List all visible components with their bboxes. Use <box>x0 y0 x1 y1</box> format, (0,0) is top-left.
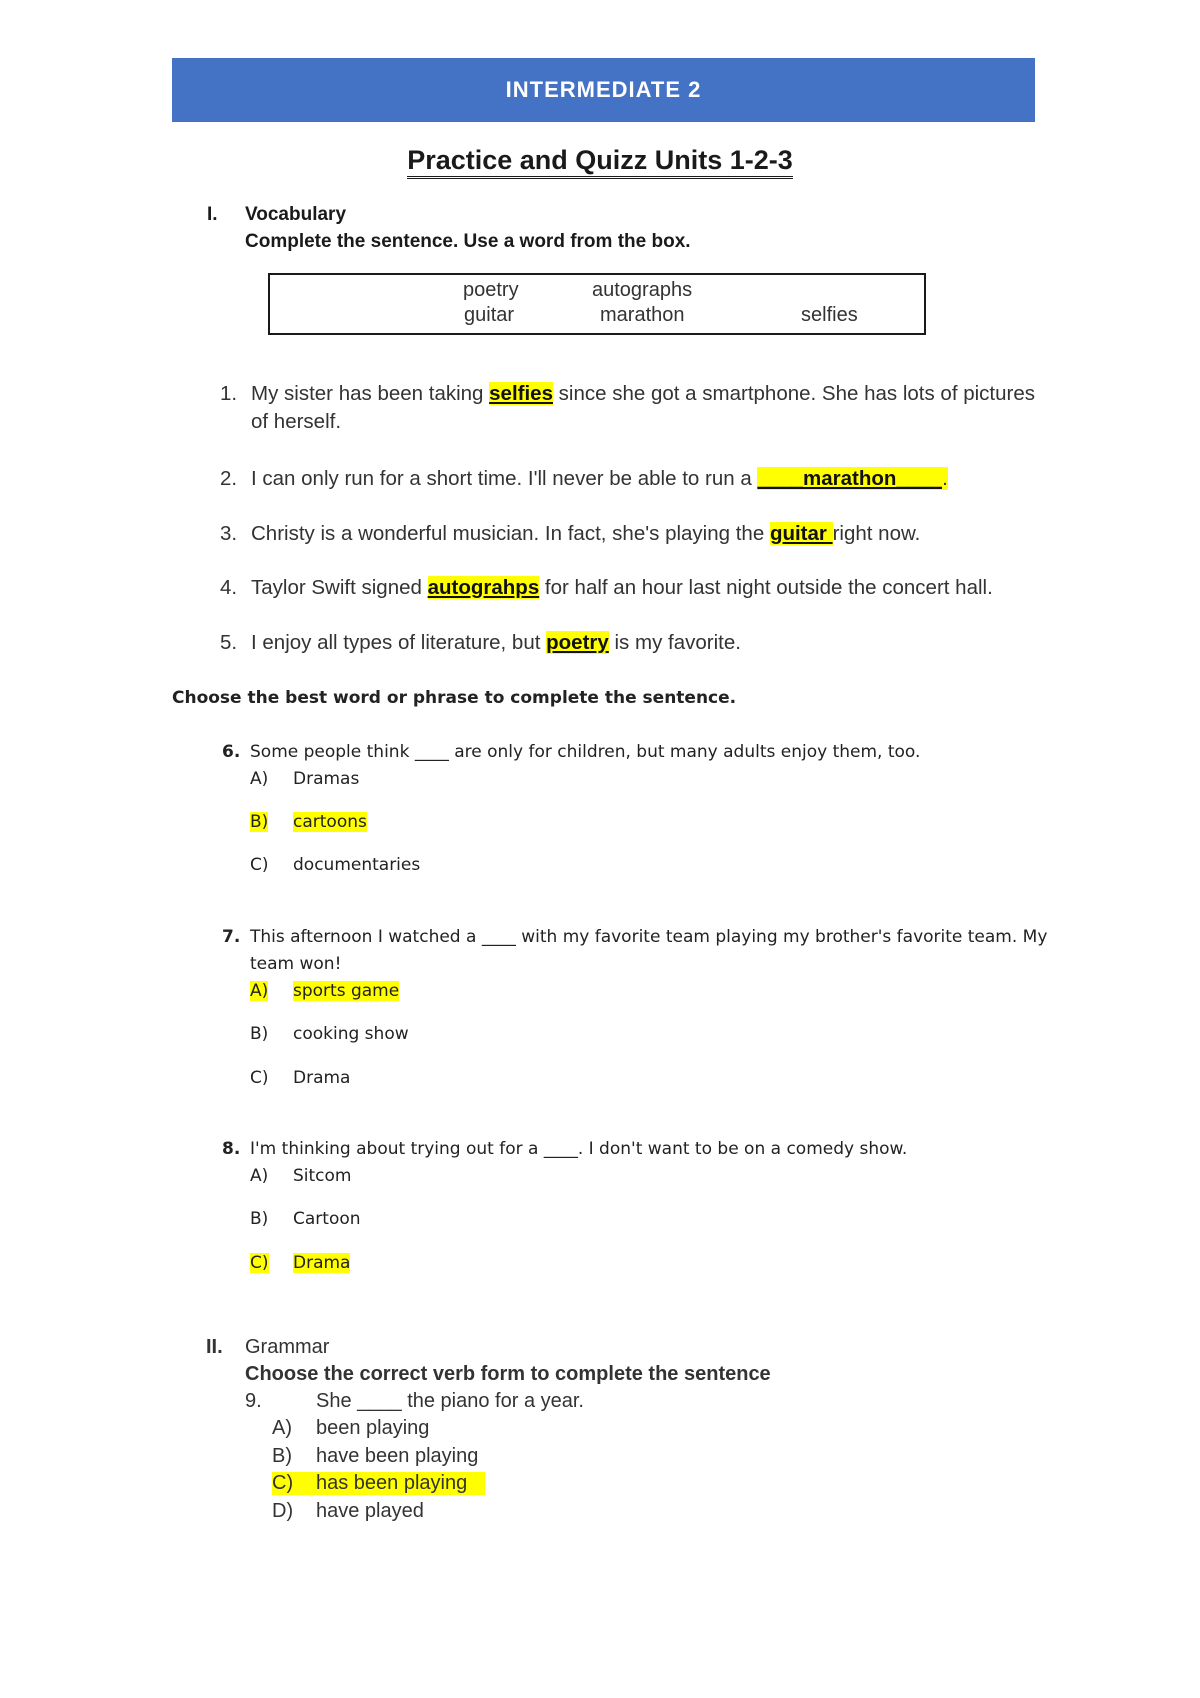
q7-text-line2: team won! <box>250 954 342 974</box>
part2-instruction: Choose the best word or phrase to complete the sentence. <box>172 688 737 708</box>
vocab-item-1-line2: of herself. <box>251 410 342 433</box>
q9-option-text[interactable]: have been playing <box>316 1445 479 1467</box>
q6-number: 6. <box>222 742 241 762</box>
word-box <box>268 273 926 335</box>
q6-option-text-selected[interactable]: cartoons <box>293 812 367 832</box>
q9-option-letter[interactable]: B) <box>272 1445 292 1467</box>
q6-option-letter[interactable]: A) <box>250 769 269 789</box>
section1-numeral: I. <box>207 204 218 225</box>
vocab-answer: autograhps <box>427 576 540 599</box>
q8-number: 8. <box>222 1139 241 1159</box>
vocab-item-1: My sister has been taking selfies since she got a smartphone. She has lots of pictures <box>251 382 1036 405</box>
vocab-item-4: Taylor Swift signed autograhps for half an hour last night outside the concert hall. <box>251 576 993 599</box>
word-box-item: poetry <box>463 279 519 301</box>
q9-option-text[interactable]: been playing <box>316 1417 430 1439</box>
q8-text: I'm thinking about trying out for a ____. I don't want to be on a comedy show. <box>250 1139 908 1159</box>
q9-option-text[interactable]: have played <box>316 1500 424 1522</box>
vocab-answer: poetry <box>546 631 609 654</box>
vocab-answer: ____marathon____ <box>757 467 943 490</box>
q7-number: 7. <box>222 927 241 947</box>
q9-option-letter-selected: C) <box>272 1472 294 1494</box>
word-box-item: selfies <box>801 304 858 326</box>
q9-option-letter[interactable]: D) <box>272 1500 294 1522</box>
q6-text: Some people think ____ are only for children, but many adults enjoy them, too. <box>250 742 921 762</box>
q9-option-letter[interactable]: A) <box>272 1417 292 1439</box>
q7-option-text[interactable]: cooking show <box>293 1024 409 1044</box>
section2-instruction: Choose the correct verb form to complete the sentence <box>245 1363 771 1385</box>
vocab-number: 5. <box>220 631 238 654</box>
vocab-number: 4. <box>220 576 238 599</box>
section1-instruction: Complete the sentence. Use a word from the box. <box>245 231 691 252</box>
q8-option-text[interactable]: Sitcom <box>293 1166 352 1186</box>
section2-heading: Grammar <box>245 1336 330 1358</box>
q8-option-letter-selected[interactable]: C) <box>250 1253 269 1273</box>
q6-option-letter-selected[interactable]: B) <box>250 812 269 832</box>
vocab-number: 1. <box>220 382 238 405</box>
vocab-item-5: I enjoy all types of literature, but poetry is my favorite. <box>251 631 741 654</box>
vocab-number: 3. <box>220 522 238 545</box>
header-banner: INTERMEDIATE 2 <box>172 58 1035 122</box>
vocab-number: 2. <box>220 467 238 490</box>
vocab-answer: guitar <box>769 522 833 545</box>
page-title: Practice and Quizz Units 1-2-3 <box>0 145 1200 176</box>
word-box-item: autographs <box>592 279 693 301</box>
vocab-item-2: I can only run for a short time. I'll never be able to run a ____marathon____. <box>251 467 948 490</box>
q7-option-letter[interactable]: C) <box>250 1068 269 1088</box>
q6-option-letter[interactable]: C) <box>250 855 269 875</box>
q7-option-text[interactable]: Drama <box>293 1068 351 1088</box>
q7-text: This afternoon I watched a ____ with my favorite team playing my brother's favorite team. My <box>250 927 1048 947</box>
q9-option-text-selected: has been playing <box>316 1472 468 1494</box>
q7-option-letter[interactable]: B) <box>250 1024 269 1044</box>
q7-option-letter-selected[interactable]: A) <box>250 981 269 1001</box>
vocab-item-3: Christy is a wonderful musician. In fact, she's playing the guitar right now. <box>251 522 921 545</box>
section1-heading: Vocabulary <box>245 204 347 225</box>
q9-option-selected[interactable] <box>272 1472 485 1495</box>
q8-option-text-selected[interactable]: Drama <box>293 1253 351 1273</box>
q9-text: She ____ the piano for a year. <box>316 1390 584 1412</box>
q8-option-letter[interactable]: A) <box>250 1166 269 1186</box>
word-box-item: marathon <box>600 304 685 326</box>
q6-option-text[interactable]: documentaries <box>293 855 421 875</box>
q8-option-letter[interactable]: B) <box>250 1209 269 1229</box>
section2-numeral: II. <box>206 1336 223 1358</box>
vocab-answer: selfies <box>489 382 553 405</box>
q9-number: 9. <box>245 1390 262 1412</box>
q8-option-text[interactable]: Cartoon <box>293 1209 361 1229</box>
q7-option-text-selected[interactable]: sports game <box>293 981 400 1001</box>
q6-option-text[interactable]: Dramas <box>293 769 360 789</box>
word-box-item: guitar <box>464 304 515 326</box>
